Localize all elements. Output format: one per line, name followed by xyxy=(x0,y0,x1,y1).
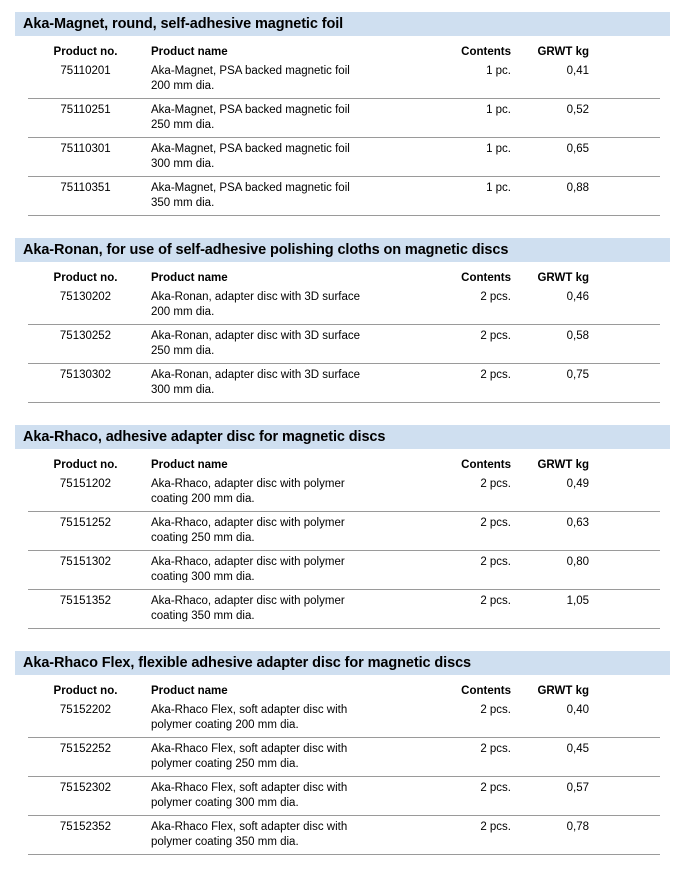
section-bottom-spacer xyxy=(0,403,687,425)
cell-spacer xyxy=(595,590,660,629)
product-name-line-1: Aka-Magnet, PSA backed magnetic foil xyxy=(151,65,350,77)
section-header-band xyxy=(15,651,670,675)
section-bottom-spacer xyxy=(0,216,687,238)
cell-product-no: 75130202 xyxy=(59,291,112,303)
cell-product-no: 75152202 xyxy=(59,704,112,716)
cell-product-no: 75110201 xyxy=(60,65,111,77)
section-bottom-spacer xyxy=(0,855,687,877)
cell-product-name xyxy=(143,364,425,403)
cell-grwt: 0,52 xyxy=(515,99,595,138)
cell-product-name xyxy=(143,474,425,512)
cell-spacer xyxy=(595,177,660,216)
product-section xyxy=(0,238,687,425)
column-header-product-no: Product no. xyxy=(53,46,118,58)
column-header-spacer xyxy=(595,271,660,287)
table-header-row xyxy=(28,271,660,287)
cell-grwt: 0,75 xyxy=(515,364,595,403)
cell-grwt: 0,58 xyxy=(515,325,595,364)
cell-spacer xyxy=(595,777,660,816)
cell-contents: 1 pc. xyxy=(425,138,515,177)
header-table-spacer xyxy=(0,36,687,45)
cell-grwt: 0,63 xyxy=(515,512,595,551)
product-name-line-2: polymer coating 250 mm dia. xyxy=(151,757,299,770)
cell-product-no: 75130302 xyxy=(28,364,143,403)
product-name-line-1: Aka-Rhaco, adapter disc with polymer xyxy=(151,478,345,490)
cell-grwt: 0,65 xyxy=(515,138,595,177)
cell-contents: 2 pcs. xyxy=(425,590,515,629)
cell-product-name xyxy=(143,177,425,216)
section-header-band xyxy=(15,425,670,449)
cell-product-no: 75152252 xyxy=(28,738,143,777)
cell-spacer xyxy=(595,61,660,99)
cell-product-no: 75151352 xyxy=(28,590,143,629)
table-row xyxy=(28,738,660,777)
cell-spacer xyxy=(595,700,660,738)
section-bottom-spacer xyxy=(0,629,687,651)
cell-product-no: 75151302 xyxy=(28,551,143,590)
table-row xyxy=(28,590,660,629)
product-name-line-2: 200 mm dia. xyxy=(151,79,215,92)
product-name-line-1: Aka-Rhaco, adapter disc with polymer xyxy=(151,556,345,568)
cell-product-name xyxy=(143,777,425,816)
table-header-row xyxy=(28,45,660,61)
cell-product-name xyxy=(143,99,425,138)
cell-contents: 1 pc. xyxy=(425,177,515,216)
cell-grwt: 0,80 xyxy=(515,551,595,590)
cell-product-no: 75151252 xyxy=(28,512,143,551)
cell-product-no: 75110351 xyxy=(28,177,143,216)
cell-product-no: 75110251 xyxy=(28,99,143,138)
cell-grwt: 0,45 xyxy=(515,738,595,777)
column-header-spacer xyxy=(595,684,660,700)
product-name-line-2: coating 350 mm dia. xyxy=(151,609,255,622)
product-table xyxy=(28,684,660,855)
product-name-line-1: Aka-Rhaco Flex, soft adapter disc with xyxy=(151,821,348,833)
product-name-line-2: 200 mm dia. xyxy=(151,305,215,318)
table-row xyxy=(28,177,660,216)
product-name-line-2: coating 300 mm dia. xyxy=(151,570,255,583)
section-title: Aka-Magnet, round, self-adhesive magnetic foil xyxy=(23,15,344,32)
column-header-product-name: Product name xyxy=(151,46,228,58)
cell-product-name xyxy=(143,325,425,364)
header-table-spacer xyxy=(0,675,687,684)
cell-product-name xyxy=(143,61,425,99)
column-header-spacer xyxy=(595,45,660,61)
cell-spacer xyxy=(595,551,660,590)
product-name-line-2: polymer coating 200 mm dia. xyxy=(151,718,299,731)
cell-spacer xyxy=(595,325,660,364)
cell-contents: 2 pcs. xyxy=(425,777,515,816)
cell-spacer xyxy=(595,364,660,403)
column-header-grwt: GRWT kg xyxy=(537,685,589,697)
column-header-contents: Contents xyxy=(461,685,511,697)
column-header-contents: Contents xyxy=(461,459,511,471)
column-header-spacer xyxy=(595,458,660,474)
cell-product-no: 75130252 xyxy=(28,325,143,364)
product-name-line-2: 250 mm dia. xyxy=(151,118,215,131)
cell-grwt: 0,78 xyxy=(515,816,595,855)
product-table xyxy=(28,458,660,629)
product-name-line-1: Aka-Rhaco, adapter disc with polymer xyxy=(151,517,345,529)
cell-spacer xyxy=(595,287,660,325)
product-name-line-1: Aka-Rhaco Flex, soft adapter disc with xyxy=(151,782,348,794)
cell-product-name xyxy=(143,590,425,629)
cell-grwt: 0,49 xyxy=(566,478,589,490)
cell-contents: 2 pcs. xyxy=(425,551,515,590)
section-title: Aka-Ronan, for use of self-adhesive polishing cloths on magnetic discs xyxy=(23,241,509,258)
product-table xyxy=(28,271,660,403)
table-row xyxy=(28,138,660,177)
table-row xyxy=(28,99,660,138)
table-row xyxy=(28,474,660,512)
cell-spacer xyxy=(595,816,660,855)
column-header-product-name: Product name xyxy=(151,272,228,284)
column-header-grwt: GRWT kg xyxy=(537,272,589,284)
product-name-line-2: coating 250 mm dia. xyxy=(151,531,255,544)
cell-product-no: 75152302 xyxy=(28,777,143,816)
table-row xyxy=(28,816,660,855)
cell-product-name xyxy=(143,816,425,855)
table-row xyxy=(28,61,660,99)
cell-contents: 2 pcs. xyxy=(480,478,511,490)
column-header-grwt: GRWT kg xyxy=(537,46,589,58)
section-title: Aka-Rhaco Flex, flexible adhesive adapter disc for magnetic discs xyxy=(23,654,471,671)
cell-contents: 2 pcs. xyxy=(425,325,515,364)
cell-contents: 1 pc. xyxy=(486,65,511,77)
cell-product-name xyxy=(143,738,425,777)
cell-product-no: 75110301 xyxy=(28,138,143,177)
cell-grwt: 0,57 xyxy=(515,777,595,816)
product-name-line-1: Aka-Ronan, adapter disc with 3D surface xyxy=(151,369,361,381)
header-table-spacer xyxy=(0,449,687,458)
table-header-row xyxy=(28,458,660,474)
table-header-row xyxy=(28,684,660,700)
column-header-grwt: GRWT kg xyxy=(537,459,589,471)
section-header-band xyxy=(15,238,670,262)
product-name-line-2: 250 mm dia. xyxy=(151,344,215,357)
product-name-line-1: Aka-Ronan, adapter disc with 3D surface xyxy=(151,291,361,303)
cell-product-name xyxy=(143,138,425,177)
cell-contents: 2 pcs. xyxy=(425,364,515,403)
cell-grwt: 0,88 xyxy=(515,177,595,216)
cell-contents: 1 pc. xyxy=(425,99,515,138)
table-row xyxy=(28,512,660,551)
product-sections xyxy=(0,12,687,877)
cell-grwt: 0,40 xyxy=(566,704,589,716)
product-name-line-1: Aka-Magnet, PSA backed magnetic foil xyxy=(151,104,350,116)
cell-grwt: 1,05 xyxy=(515,590,595,629)
table-row xyxy=(28,287,660,325)
column-header-product-no: Product no. xyxy=(53,459,118,471)
product-name-line-1: Aka-Rhaco Flex, soft adapter disc with xyxy=(151,743,348,755)
product-name-line-2: 300 mm dia. xyxy=(151,383,215,396)
product-table xyxy=(28,45,660,216)
top-spacer xyxy=(0,0,687,12)
table-row xyxy=(28,700,660,738)
cell-spacer xyxy=(595,738,660,777)
table-row xyxy=(28,364,660,403)
column-header-contents: Contents xyxy=(461,46,511,58)
column-header-product-name: Product name xyxy=(151,685,228,697)
product-name-line-2: 300 mm dia. xyxy=(151,157,215,170)
section-header-band xyxy=(15,12,670,36)
product-name-line-1: Aka-Magnet, PSA backed magnetic foil xyxy=(151,143,350,155)
cell-spacer xyxy=(595,512,660,551)
column-header-product-no: Product no. xyxy=(53,685,118,697)
product-name-line-1: Aka-Magnet, PSA backed magnetic foil xyxy=(151,182,350,194)
cell-contents: 2 pcs. xyxy=(425,738,515,777)
cell-product-name xyxy=(143,287,425,325)
cell-product-name xyxy=(143,700,425,738)
product-name-line-2: polymer coating 300 mm dia. xyxy=(151,796,299,809)
cell-spacer xyxy=(595,99,660,138)
cell-spacer xyxy=(595,474,660,512)
cell-contents: 2 pcs. xyxy=(480,704,511,716)
product-name-line-1: Aka-Rhaco, adapter disc with polymer xyxy=(151,595,345,607)
column-header-product-name: Product name xyxy=(151,459,228,471)
table-row xyxy=(28,551,660,590)
cell-product-name xyxy=(143,551,425,590)
product-section xyxy=(0,425,687,651)
cell-contents: 2 pcs. xyxy=(480,291,511,303)
product-name-line-1: Aka-Ronan, adapter disc with 3D surface xyxy=(151,330,361,342)
cell-contents: 2 pcs. xyxy=(425,512,515,551)
cell-product-name xyxy=(143,512,425,551)
cell-product-no: 75152352 xyxy=(28,816,143,855)
column-header-product-no: Product no. xyxy=(53,272,118,284)
header-table-spacer xyxy=(0,262,687,271)
product-name-line-2: 350 mm dia. xyxy=(151,196,215,209)
cell-product-no: 75151202 xyxy=(59,478,112,490)
column-header-contents: Contents xyxy=(461,272,511,284)
table-row xyxy=(28,777,660,816)
product-name-line-2: polymer coating 350 mm dia. xyxy=(151,835,299,848)
cell-grwt: 0,46 xyxy=(566,291,589,303)
section-title: Aka-Rhaco, adhesive adapter disc for magnetic discs xyxy=(23,428,386,445)
product-name-line-2: coating 200 mm dia. xyxy=(151,492,255,505)
cell-spacer xyxy=(595,138,660,177)
cell-grwt: 0,41 xyxy=(566,65,589,77)
product-section xyxy=(0,12,687,238)
cell-contents: 2 pcs. xyxy=(425,816,515,855)
product-name-line-1: Aka-Rhaco Flex, soft adapter disc with xyxy=(151,704,348,716)
table-row xyxy=(28,325,660,364)
product-section xyxy=(0,651,687,877)
